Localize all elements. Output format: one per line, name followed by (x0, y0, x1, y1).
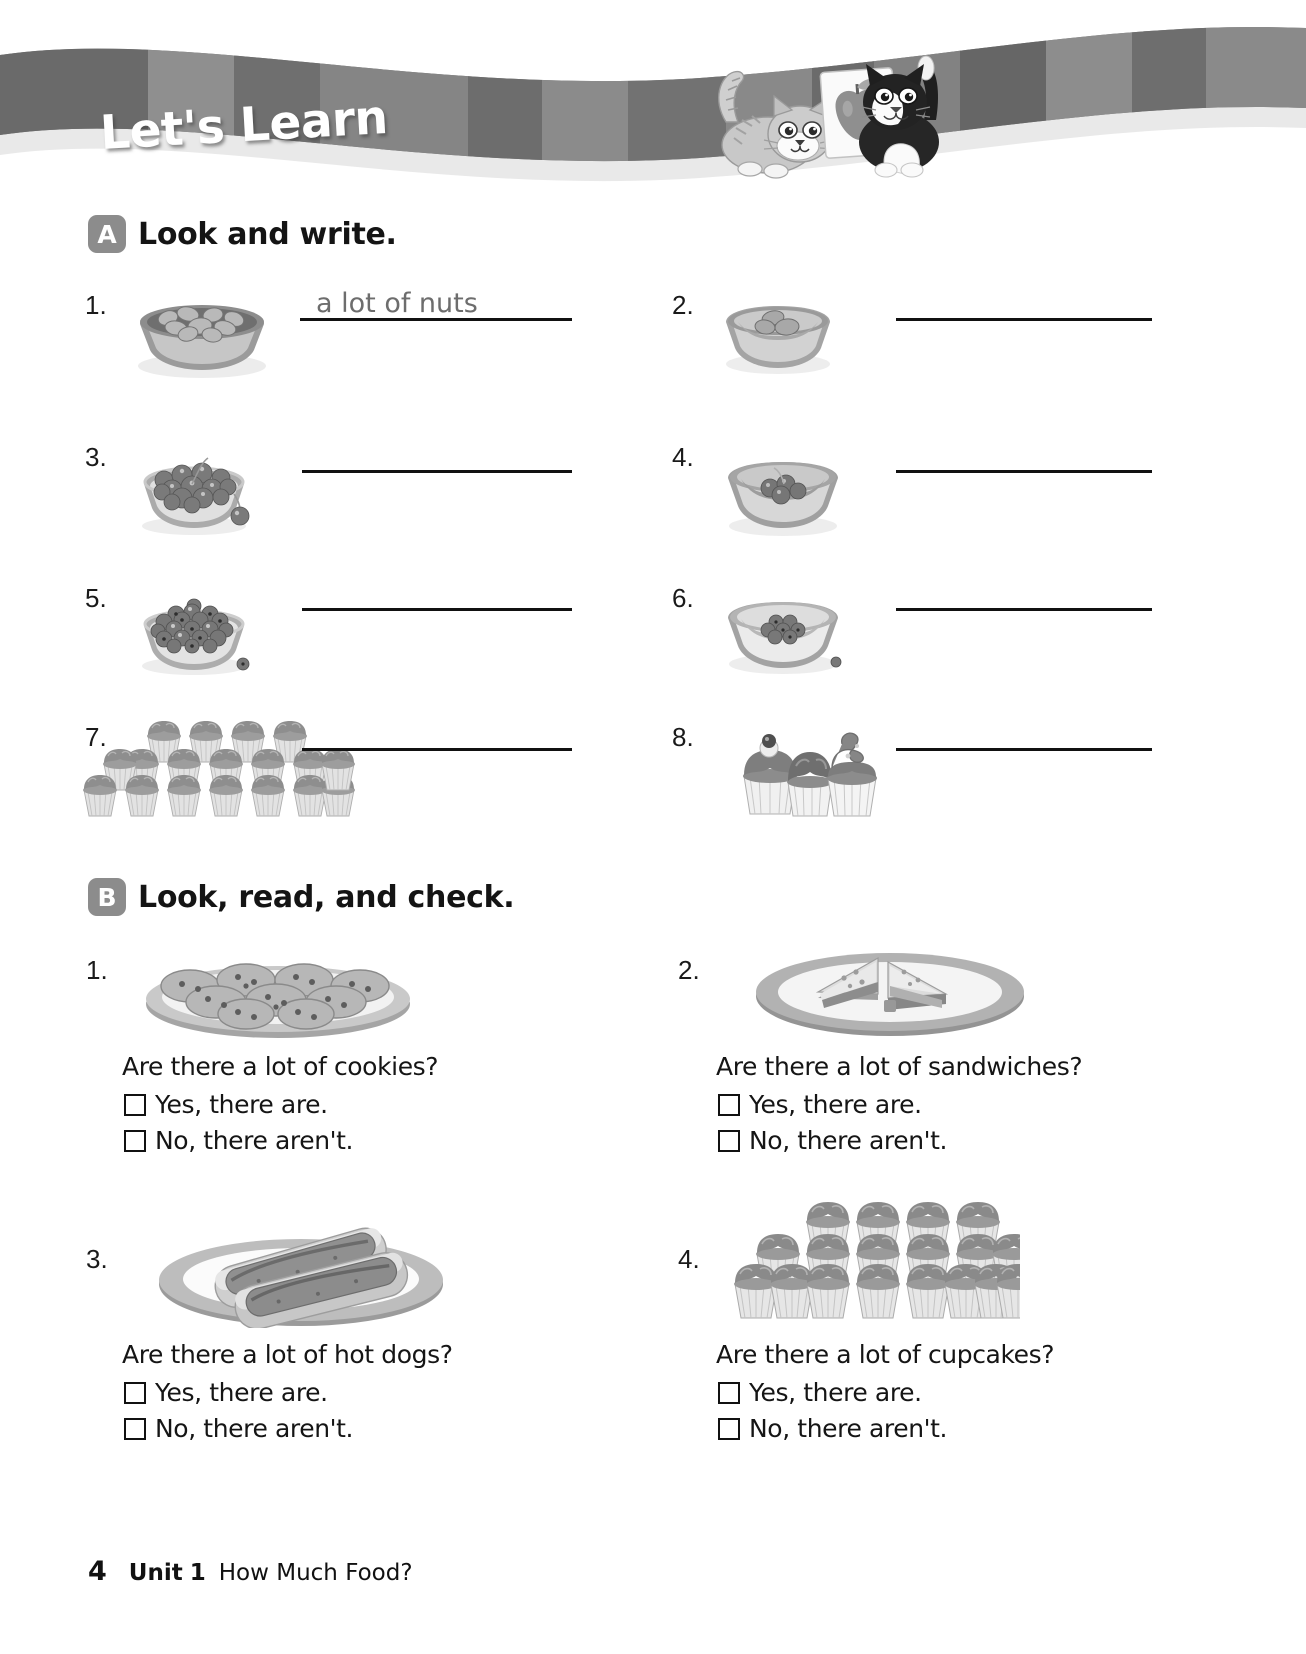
option-label-3-no: No, there aren't. (155, 1414, 354, 1443)
cats-mascot-illustration (690, 50, 980, 195)
plate-of-many-cookies-image (142, 944, 414, 1040)
option-row-1-no[interactable] (124, 1126, 353, 1155)
footer-unit-label: Unit (128, 1560, 183, 1586)
option-row-2-no[interactable] (718, 1126, 947, 1155)
option-label-3-yes: Yes, there are. (155, 1378, 328, 1407)
checkbox-3-yes[interactable] (124, 1382, 146, 1404)
item-number-1: 1. (85, 290, 107, 320)
option-row-1-yes[interactable] (124, 1090, 328, 1119)
item-number-3: 3. (85, 442, 107, 472)
three-cupcakes-image (736, 726, 878, 820)
bowl-of-a-few-nuts-image (716, 292, 840, 376)
bowl-of-many-cherries-image (130, 440, 266, 536)
footer-unit-number: 1 (189, 1560, 206, 1586)
answer-text-1: a lot of nuts (316, 288, 478, 319)
question-text-2: Are there a lot of sandwiches? (716, 1052, 1083, 1081)
page-title: Let's Learn (98, 90, 390, 161)
answer-line-8[interactable] (896, 748, 1152, 751)
question-text-1: Are there a lot of cookies? (122, 1052, 439, 1081)
answer-line-5[interactable] (302, 608, 572, 611)
checkbox-1-no[interactable] (124, 1130, 146, 1152)
many-cupcakes-pyramid-image (78, 718, 358, 818)
section-b-title: Look, read, and check. (138, 879, 515, 915)
question-text-4: Are there a lot of cupcakes? (716, 1340, 1055, 1369)
checkbox-4-no[interactable] (718, 1418, 740, 1440)
bowl-of-a-few-blueberries-image (718, 588, 848, 676)
checkbox-4-yes[interactable] (718, 1382, 740, 1404)
option-label-2-yes: Yes, there are. (749, 1090, 922, 1119)
page-header-banner (0, 0, 1306, 215)
item-number-6: 6. (672, 583, 694, 613)
bowl-of-many-nuts-image (128, 288, 276, 380)
answer-line-6[interactable] (896, 608, 1152, 611)
bowl-of-many-blueberries-image (130, 584, 266, 676)
plate-of-two-hot-dogs-image (156, 1222, 446, 1328)
checkbox-2-yes[interactable] (718, 1094, 740, 1116)
item-number-2: 2. (672, 290, 694, 320)
many-cupcakes-pyramid-image-2 (730, 1198, 1020, 1328)
question-number-3: 3. (86, 1244, 108, 1274)
gray-tabby-cat-icon (719, 72, 834, 178)
bowl-of-a-few-cherries-image (718, 446, 848, 538)
option-row-4-no[interactable] (718, 1414, 947, 1443)
question-number-1: 1. (86, 955, 108, 985)
option-row-4-yes[interactable] (718, 1378, 922, 1407)
question-number-4: 4. (678, 1244, 700, 1274)
option-label-1-yes: Yes, there are. (155, 1090, 328, 1119)
answer-line-3[interactable] (302, 470, 572, 473)
section-a-badge: A (88, 215, 126, 253)
section-b-heading (88, 878, 514, 916)
section-a-title: Look and write. (138, 216, 397, 252)
option-row-3-yes[interactable] (124, 1378, 328, 1407)
option-label-2-no: No, there aren't. (749, 1126, 948, 1155)
question-text-3: Are there a lot of hot dogs? (122, 1340, 453, 1369)
section-b-badge: B (88, 878, 126, 916)
black-white-cat-icon (859, 56, 939, 177)
plate-of-two-sandwiches-image (752, 938, 1028, 1038)
answer-line-2[interactable] (896, 318, 1152, 321)
option-label-4-no: No, there aren't. (749, 1414, 948, 1443)
checkbox-3-no[interactable] (124, 1418, 146, 1440)
item-number-8: 8. (672, 722, 694, 752)
answer-line-7[interactable] (302, 748, 572, 751)
checkbox-2-no[interactable] (718, 1130, 740, 1152)
item-number-5: 5. (85, 583, 107, 613)
footer-unit-title: How Much Food? (218, 1560, 413, 1586)
page-footer (88, 1556, 413, 1587)
option-row-2-yes[interactable] (718, 1090, 922, 1119)
footer-page-number: 4 (88, 1556, 107, 1587)
answer-line-4[interactable] (896, 470, 1152, 473)
item-number-4: 4. (672, 442, 694, 472)
option-row-3-no[interactable] (124, 1414, 353, 1443)
option-label-4-yes: Yes, there are. (749, 1378, 922, 1407)
checkbox-1-yes[interactable] (124, 1094, 146, 1116)
option-label-1-no: No, there aren't. (155, 1126, 354, 1155)
question-number-2: 2. (678, 955, 700, 985)
section-a-heading (88, 215, 397, 253)
item-number-7: 7. (85, 722, 107, 752)
